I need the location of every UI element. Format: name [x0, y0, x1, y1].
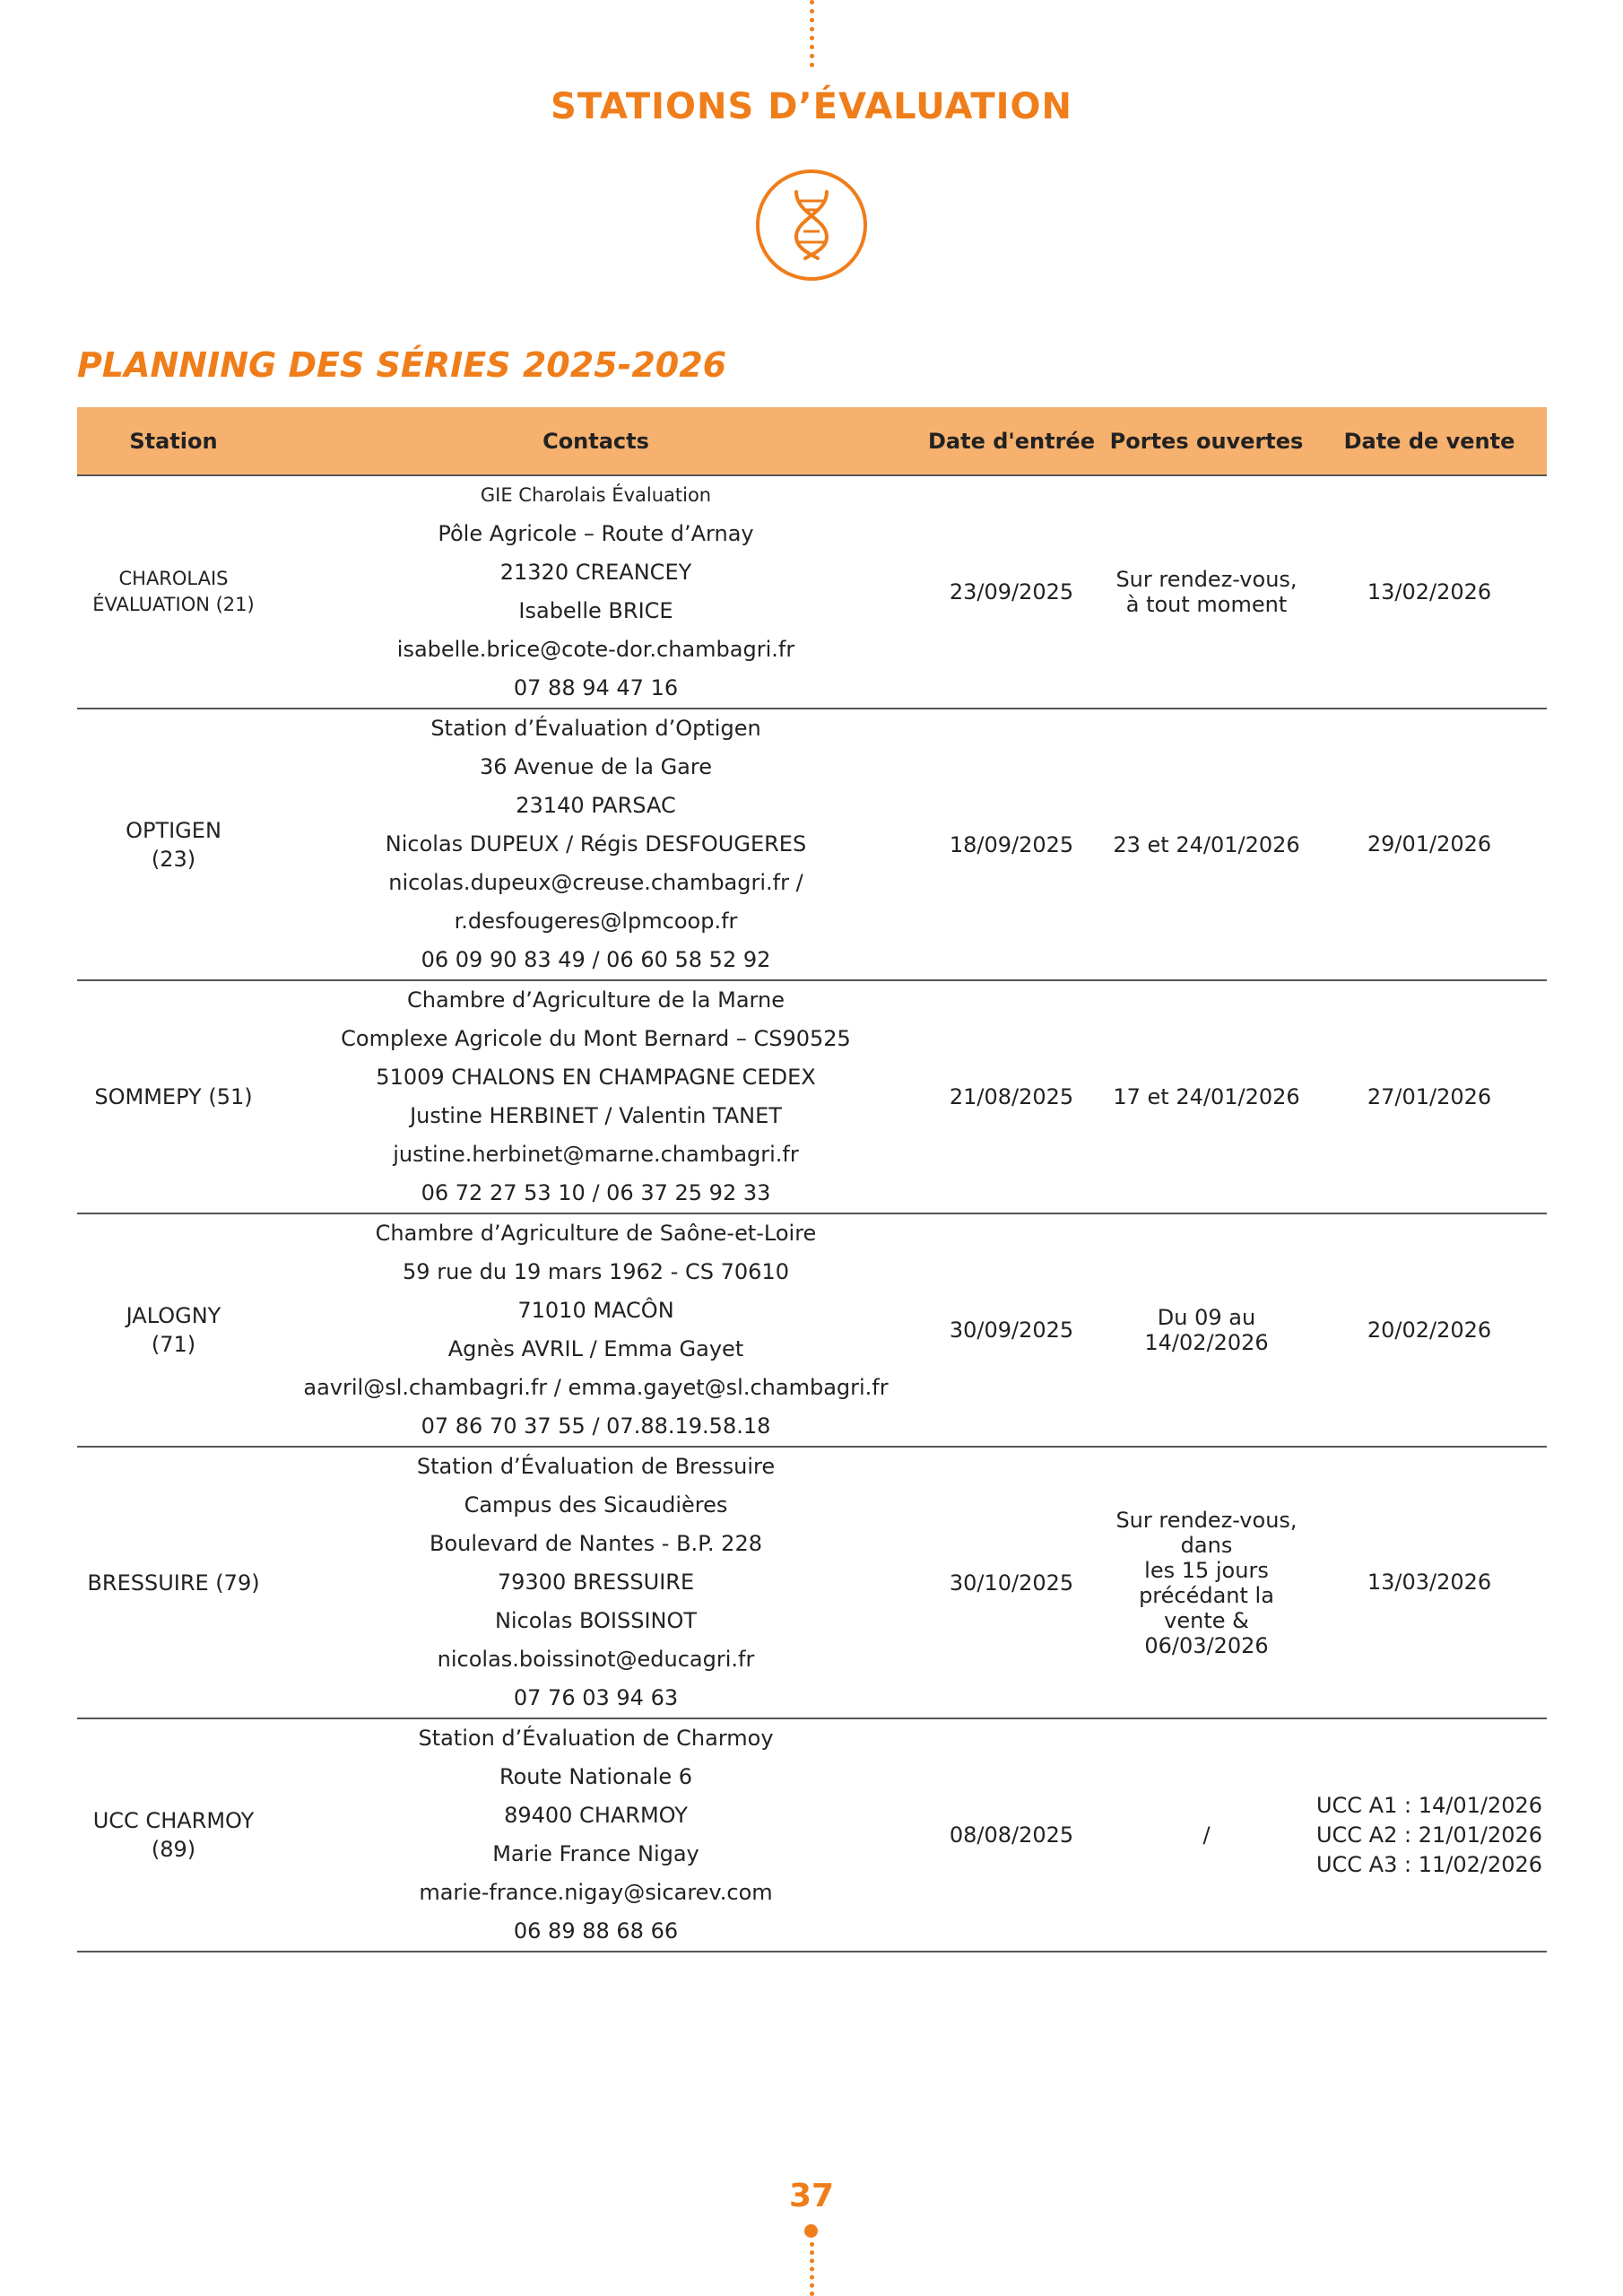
contact-line: Station d’Évaluation de Bressuire	[416, 1454, 776, 1479]
header-entry-date: Date d'entrée	[922, 407, 1101, 475]
contacts-cell	[270, 709, 922, 980]
table-row	[77, 1213, 1547, 1447]
contacts-cell	[270, 475, 922, 709]
contact-email[interactable]: nicolas.boissinot@educagri.fr	[437, 1647, 755, 1672]
entry-date: 21/08/2025	[922, 980, 1101, 1213]
entry-date: 23/09/2025	[922, 475, 1101, 709]
open-days-line: Sur rendez-vous,	[1115, 567, 1298, 592]
section-title: PLANNING DES SÉRIES 2025-2026	[77, 345, 727, 385]
open-days-line: /	[1202, 1822, 1211, 1848]
contact-line: Route Nationale 6	[499, 1764, 692, 1789]
contact-line: 79300 BRESSUIRE	[497, 1570, 695, 1595]
open-days-line: les 15 jours précédant la	[1139, 1557, 1274, 1608]
station-cell	[77, 475, 270, 709]
entry-date: 08/08/2025	[922, 1718, 1101, 1952]
contact-email[interactable]: nicolas.dupeux@creuse.chambagri.fr /	[388, 870, 803, 895]
table-row	[77, 980, 1547, 1213]
contact-email[interactable]: marie-france.nigay@sicarev.com	[419, 1880, 773, 1905]
entry-date: 18/09/2025	[922, 709, 1101, 980]
sale-date: 13/03/2026	[1367, 1570, 1492, 1595]
open-days-cell	[1101, 1718, 1312, 1952]
station-name: (89)	[151, 1837, 196, 1862]
entry-date: 30/10/2025	[922, 1447, 1101, 1718]
open-days-cell	[1101, 709, 1312, 980]
bottom-dotted-line	[810, 2242, 818, 2296]
contact-line: Marie France Nigay	[492, 1841, 699, 1866]
open-days-line: Du 09 au 14/02/2026	[1144, 1305, 1269, 1355]
station-cell	[77, 980, 270, 1213]
table-row	[77, 709, 1547, 980]
contact-line: 59 rue du 19 mars 1962 - CS 70610	[403, 1259, 789, 1284]
contact-line: 21320 CREANCEY	[499, 560, 692, 585]
sale-date-cell	[1312, 1718, 1547, 1952]
station-cell	[77, 1447, 270, 1718]
station-name: CHAROLAIS	[118, 568, 229, 589]
contact-line: Agnès AVRIL / Emma Gayet	[447, 1336, 744, 1361]
sale-date-cell	[1312, 1447, 1547, 1718]
station-name: ÉVALUATION (21)	[92, 594, 255, 615]
page-title: STATIONS D’ÉVALUATION	[551, 86, 1072, 127]
station-name: UCC CHARMOY	[92, 1808, 255, 1833]
contact-line: Nicolas BOISSINOT	[494, 1608, 698, 1633]
top-dotted-line	[810, 0, 818, 67]
contact-line: Chambre d’Agriculture de Saône-et-Loire	[375, 1221, 817, 1246]
contact-line: Station d’Évaluation d’Optigen	[430, 716, 761, 741]
entry-date: 30/09/2025	[922, 1213, 1101, 1447]
bottom-dot	[804, 2224, 818, 2238]
contact-phone: 07 76 03 94 63	[513, 1685, 679, 1710]
sale-date-cell	[1312, 980, 1547, 1213]
open-days-line: Sur rendez-vous, dans	[1115, 1507, 1298, 1558]
sale-date: 27/01/2026	[1367, 1083, 1492, 1109]
contact-line: Station d’Évaluation de Charmoy	[418, 1726, 774, 1751]
open-days-line: 23 et 24/01/2026	[1113, 831, 1300, 857]
open-days-cell	[1101, 475, 1312, 709]
contacts-cell	[270, 1718, 922, 1952]
station-cell	[77, 1213, 270, 1447]
contact-line: 36 Avenue de la Gare	[479, 754, 712, 779]
open-days-cell	[1101, 1447, 1312, 1718]
contact-email[interactable]: aavril@sl.chambagri.fr / emma.gayet@sl.chambagri.fr	[303, 1375, 889, 1400]
open-days-cell	[1101, 980, 1312, 1213]
contact-line: Isabelle BRICE	[518, 598, 673, 623]
contact-phone: 06 72 27 53 10 / 06 37 25 92 33	[421, 1180, 771, 1205]
station-name: (71)	[151, 1332, 196, 1357]
header-sale-date: Date de vente	[1312, 407, 1547, 475]
contact-line: Campus des Sicaudières	[464, 1492, 728, 1518]
contact-line: 23140 PARSAC	[516, 793, 676, 818]
dna-icon	[753, 167, 870, 283]
sale-date: UCC A2 : 21/01/2026	[1315, 1822, 1543, 1848]
contact-line: Nicolas DUPEUX / Régis DESFOUGERES	[385, 831, 807, 857]
open-days-line: à tout moment	[1125, 592, 1288, 617]
table-header-row	[77, 407, 1547, 475]
contact-email[interactable]: justine.herbinet@marne.chambagri.fr	[393, 1142, 799, 1167]
contact-line: GIE Charolais Évaluation	[480, 484, 712, 506]
contact-line: Justine HERBINET / Valentin TANET	[410, 1103, 782, 1128]
table-row	[77, 475, 1547, 709]
sale-date: 29/01/2026	[1367, 831, 1492, 857]
sale-date: 13/02/2026	[1367, 578, 1492, 604]
station-name: BRESSUIRE (79)	[87, 1570, 260, 1596]
contact-email[interactable]: r.desfougeres@lpmcoop.fr	[454, 909, 738, 934]
contacts-cell	[270, 1213, 922, 1447]
sale-date: UCC A1 : 14/01/2026	[1315, 1792, 1543, 1818]
station-name: SOMMEPY (51)	[94, 1084, 253, 1109]
station-name: OPTIGEN	[126, 817, 221, 843]
header-contacts: Contacts	[270, 407, 922, 475]
contact-line: 89400 CHARMOY	[504, 1803, 688, 1828]
contact-line: Boulevard de Nantes - B.P. 228	[429, 1531, 762, 1556]
contact-line: Pôle Agricole – Route d’Arnay	[438, 521, 754, 546]
station-name: JALOGNY	[126, 1303, 221, 1328]
contact-phone: 06 89 88 68 66	[513, 1918, 679, 1944]
planning-table	[77, 407, 1547, 1952]
sale-date: 20/02/2026	[1367, 1317, 1492, 1343]
contact-phone: 07 88 94 47 16	[513, 675, 679, 700]
sale-date: UCC A3 : 11/02/2026	[1315, 1851, 1543, 1877]
contacts-cell	[270, 1447, 922, 1718]
contact-email[interactable]: isabelle.brice@cote-dor.chambagri.fr	[396, 637, 795, 662]
sale-date-cell	[1312, 475, 1547, 709]
station-cell	[77, 1718, 270, 1952]
contact-phone: 07 86 70 37 55 / 07.88.19.58.18	[421, 1413, 771, 1439]
open-days-line: vente & 06/03/2026	[1144, 1607, 1269, 1658]
contact-line: 71010 MACÔN	[517, 1298, 674, 1323]
station-cell	[77, 709, 270, 980]
table-row	[77, 1718, 1547, 1952]
table-row	[77, 1447, 1547, 1718]
page-number: 37	[788, 2178, 835, 2214]
open-days-line: 17 et 24/01/2026	[1113, 1084, 1300, 1109]
station-name: (23)	[151, 846, 196, 872]
sale-date-cell	[1312, 1213, 1547, 1447]
contact-line: 51009 CHALONS EN CHAMPAGNE CEDEX	[376, 1065, 816, 1090]
sale-date-cell	[1312, 709, 1547, 980]
contact-line: Chambre d’Agriculture de la Marne	[407, 987, 785, 1013]
contacts-cell	[270, 980, 922, 1213]
open-days-cell	[1101, 1213, 1312, 1447]
contact-phone: 06 09 90 83 49 / 06 60 58 52 92	[421, 947, 771, 972]
contact-line: Complexe Agricole du Mont Bernard – CS90525	[341, 1026, 851, 1051]
header-open-days: Portes ouvertes	[1101, 407, 1312, 475]
header-station: Station	[77, 407, 270, 475]
